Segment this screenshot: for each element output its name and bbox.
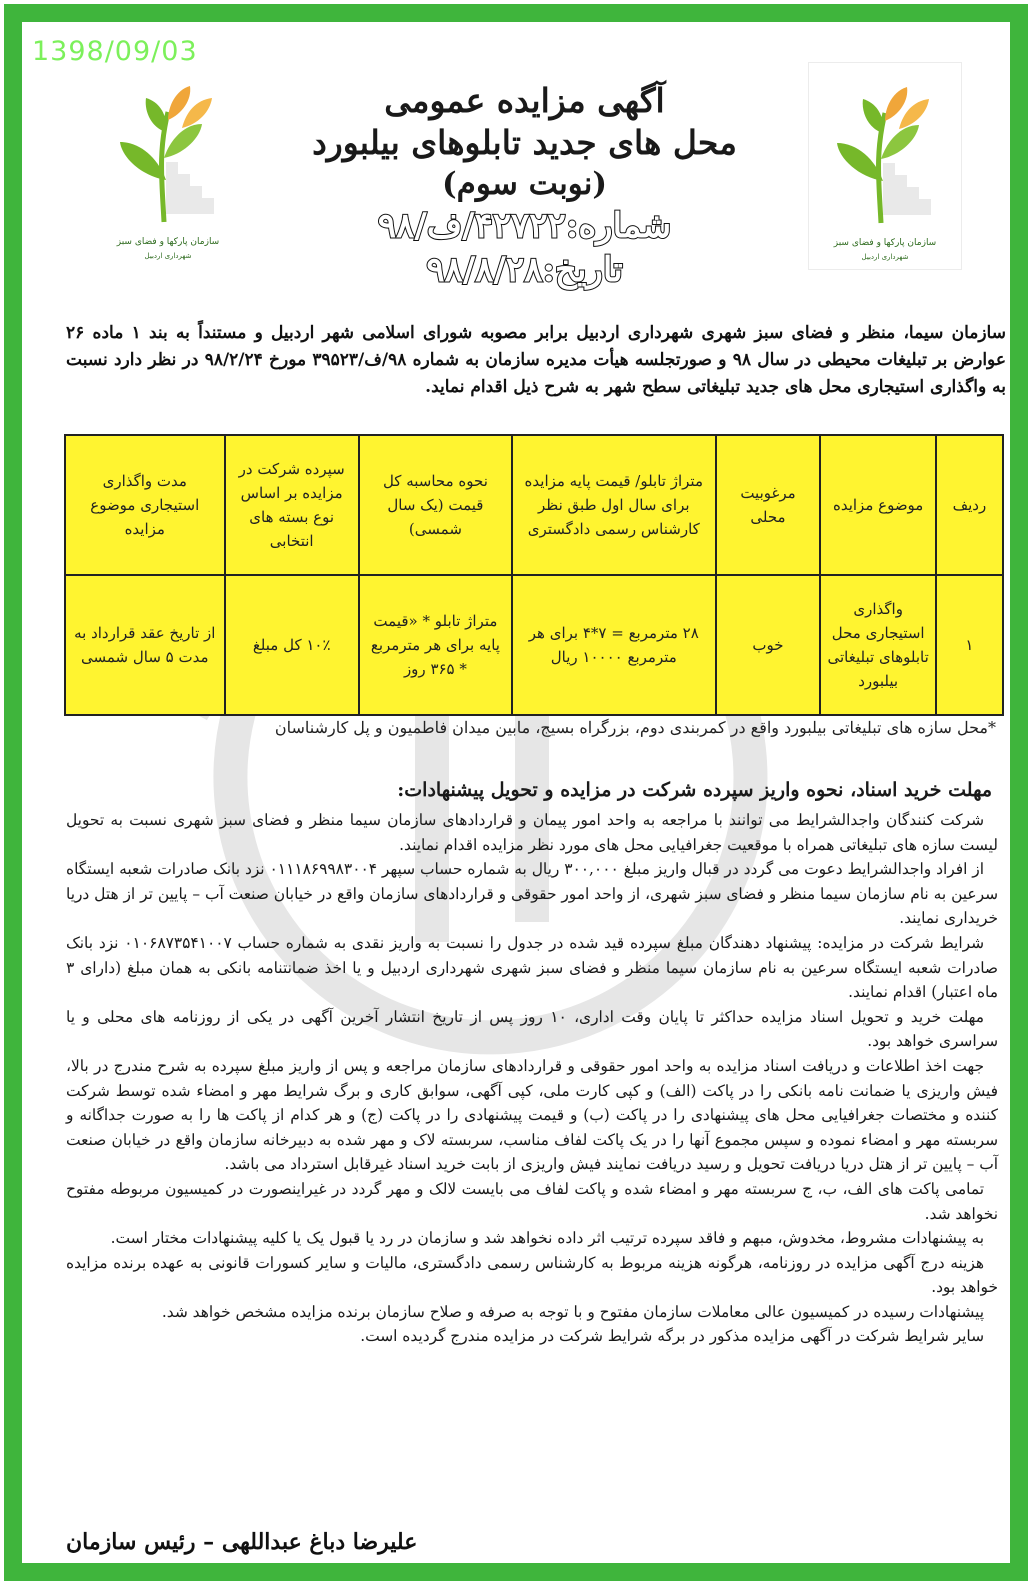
org-logo-right (808, 62, 960, 268)
col-duration: مدت واگذاری استیجاری موضوع مزایده (65, 435, 225, 575)
paragraph: تمامی پاکت های الف، ب، ج سربسته مهر و امضاء شده و پاکت لفاف می بایست لالک و مهر گردد در غیراینصورت در کمیسیون مربوطه مفتوح نخواهد شد. (66, 1179, 998, 1223)
advertisement-page (22, 22, 1010, 1563)
date-stamp: 1398/09/03 (32, 36, 198, 67)
ad-header (247, 80, 802, 292)
ad-date: تاریخ:۹۸/۸/۲۸ (426, 250, 623, 290)
col-size-price: متراژ تابلو/ قیمت پایه مزایده برای سال اول طبق نظر کارشناس رسمی دادگستری (512, 435, 716, 575)
col-calculation: نحوه محاسبه کل قیمت (یک سال شمسی) (359, 435, 512, 575)
org-logo-left (92, 62, 244, 268)
logo-city-text: شهرداری اردبیل (144, 252, 192, 260)
cell-size-price: ۲۸ مترمربع = ۷*۴ برای هر مترمربع ۱۰۰۰۰ ریال (512, 575, 716, 715)
cell-subject: واگذاری استیجاری محل تابلوهای تبلیغاتی بیلبورد (820, 575, 935, 715)
section-heading: مهلت خرید اسناد، نحوه واریز سپرده شرکت در مزایده و تحویل پیشنهادات: (397, 779, 992, 801)
intro-paragraph: سازمان سیما، منظر و فضای سبز شهری شهرداری اردبیل برابر مصوبه شورای اسلامی شهر اردبیل و مستنداً به بند ۱ ماده ۲۶ عوارض بر تبلیغات محیطی در سال ۹۸ و صورتجلسه هیأت مدیره سازمان به شماره ۹۸/ف/۳۹۵۲۳ مورخ ۹۸/۲/۲۴ در نظر دارد نسبت به واگذاری استیجاری محل های جدید تبلیغاتی سطح شهر به شرح ذیل اقدام نماید. (66, 323, 1006, 397)
col-quality: مرغوبیت محلی (716, 435, 821, 575)
ad-number: شماره:۴۲۷۲۲/ف/۹۸ (377, 206, 672, 246)
cell-quality: خوب (716, 575, 821, 715)
paragraph: به پیشنهادات مشروط، مخدوش، مبهم و فاقد سپرده ترتیب اثر داده نخواهد شد و سازمان در رد یا قبول یک یا کلیه پیشنهادات مختار است. (110, 1229, 984, 1248)
paragraph: پیشنهادات رسیده در کمیسیون عالی معاملات سازمان مفتوح و با توجه به صرفه و صلاح سازمان برنده مزایده مشخص خواهد شد. (161, 1302, 984, 1321)
location-note: *محل سازه های تبلیغاتی بیلبورد واقع در کمربندی دوم، بزرگراه بسیج، مابین میدان فاطمیون و پل کارشناسان (274, 718, 996, 737)
paragraph: جهت اخذ اطلاعات و دریافت اسناد مزایده به واحد امور حقوقی و قراردادهای سازمان مراجعه و پس از واریز مبلغ سپرده به شرح مندرج در بالا، فیش واریزی یا ضمانت نامه بانکی را در پاکت (الف) و کپی کارت ملی، کپی آگهی، سوابق کاری و برگ شرایط مهر و امضاء شده توسط شرکت کننده و مختصات جغرافیایی محل های پیشنهادی را در پاکت (ب) و قیمت پیشنهادی را در پاکت (ج) و هر کدام از پاکت ها را به صورت جداگانه و سربسته مهر و امضاء نموده و سپس مجموع آنها را در یک پاکت لفاف مناسب، سربسته لاک و مهر شده به دبیرخانه سازمان واقع در خیابان صنعت آب – پایین تر از هتل دریا دریافت تحویل و رسید دریافت نمایند فیش واریزی از بابت خرید اسناد غیرقابل استرداد می باشد. (66, 1056, 998, 1174)
logo-org-text: سازمان پارکها و فضای سبز (833, 238, 937, 248)
table-row (65, 575, 1003, 715)
cell-duration: از تاریخ عقد قرارداد به مدت ۵ سال شمسی (65, 575, 225, 715)
logo-city-text: شهرداری اردبیل (861, 253, 909, 261)
title-auction: آگهی مزایده عمومی (384, 81, 665, 120)
col-subject: موضوع مزایده (820, 435, 935, 575)
auction-table (64, 434, 1004, 716)
green-frame (4, 4, 1028, 1581)
cell-calculation: متراژ تابلو * «قیمت پایه برای هر مترمربع * ۳۶۵ روز (359, 575, 512, 715)
paragraph: شرایط شرکت در مزایده: پیشنهاد دهندگان مبلغ سپرده قید شده در جدول را نسبت به واریز نقدی به شماره حساب ۰۱۰۶۸۷۳۵۴۱۰۰۷ نزد بانک صادرات شعبه ایستگاه سرعین به نام سازمان سیما منظر و فضای سبز شهری شهرداری اردبیل و یا اخذ ضمانتنامه بانکی به همان مبلغ (دارای ۳ ماه اعتبار) اقدام نمایند. (66, 933, 998, 1002)
col-row-number: ردیف (936, 435, 1003, 575)
cell-deposit: ۱۰٪ کل مبلغ (225, 575, 359, 715)
conditions-section (66, 776, 998, 1349)
col-deposit: سپرده شرکت در مزایده بر اساس نوع بسته های انتخابی (225, 435, 359, 575)
title-subject: محل های جدید تابلوهای بیلبورد (312, 123, 737, 162)
paragraph: هزینه درج آگهی مزایده در روزنامه، هرگونه هزینه مربوط به کارشناس رسمی دادگستری، مالیات و سایر کسورات قانونی به عهده برنده مزایده خواهد بود. (66, 1253, 998, 1297)
table-header-row (65, 435, 1003, 575)
paragraph: سایر شرایط شرکت در آگهی مزایده مذکور در برگه شرایط شرکت در مزایده مندرج گردیده است. (360, 1327, 984, 1346)
paragraph: مهلت خرید و تحویل اسناد مزایده حداکثر تا پایان وقت اداری، ۱۰ روز پس از تاریخ انتشار آخرین آگهی در یکی از روزنامه های محلی و یا سراسری خواهد بود. (66, 1007, 998, 1051)
signature: علیرضا دباغ عبداللهی – رئیس سازمان (66, 1529, 418, 1555)
cell-row-number: ۱ (936, 575, 1003, 715)
logo-org-text: سازمان پارکها و فضای سبز (116, 237, 220, 247)
title-round: (نوبت سوم) (441, 166, 608, 202)
paragraph: از افراد واجدالشرایط دعوت می گردد در قبال واریز مبلغ ۳۰۰,۰۰۰ ریال به شماره حساب سپهر ۰۱۱۱۸۶۹۹۸۳۰۰۴ نزد بانک صادرات شعبه ایستگاه سرعین به نام سازمان سیما منظر و فضای سبز شهری، از واحد امور حقوقی و قراردادهای سازمان واقع در خیابان صنعت آب – پایین تر از هتل دریا خریداری نمایند. (66, 860, 998, 928)
paragraph: شرکت کنندگان واجدالشرایط می توانند با مراجعه به واحد امور پیمان و قراردادهای سازمان سیما منظر و فضای سبز شهری نسبت به تحویل لیست سازه های تبلیغاتی همراه با موقعیت جغرافیایی محل های مورد نظر مزایده اقدام نمایند. (66, 811, 998, 854)
